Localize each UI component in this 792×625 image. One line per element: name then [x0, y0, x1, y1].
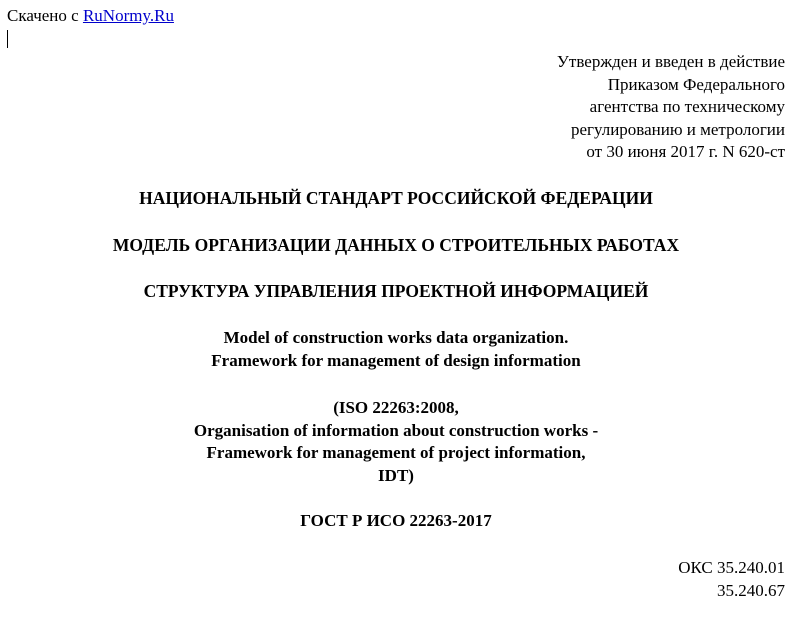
text-cursor [7, 30, 8, 48]
approval-line: Приказом Федерального [607, 74, 785, 94]
approval-line: регулированию и метрологии [570, 119, 785, 139]
source-link[interactable]: RuNormy.Ru [82, 6, 174, 25]
standard-type-heading: НАЦИОНАЛЬНЫЙ СТАНДАРТ РОССИЙСКОЙ ФЕДЕРАЦИИ [139, 188, 653, 208]
english-title [0, 327, 792, 372]
iso-reference-line: (ISO 22263:2008, [333, 398, 459, 417]
iso-reference-line: Organisation of information about construction works - [193, 420, 599, 440]
english-title-line: Framework for management of design information [211, 350, 581, 370]
approval-line: Утвержден и введен в действие [556, 52, 785, 71]
oks-line: 35.240.67 [717, 581, 785, 600]
iso-reference-line: IDT) [378, 465, 414, 485]
approval-line: агентства по техническому [589, 97, 785, 116]
approval-block [557, 51, 785, 164]
source-prefix: Скачено с [7, 6, 79, 25]
source-line [7, 6, 174, 26]
approval-line: от 30 июня 2017 г. N 620-ст [586, 142, 785, 161]
title-sub: СТРУКТУРА УПРАВЛЕНИЯ ПРОЕКТНОЙ ИНФОРМАЦИЕЙ [143, 281, 649, 301]
oks-classification [678, 556, 785, 602]
oks-line: ОКС 35.240.01 [678, 558, 785, 577]
english-title-line: Model of construction works data organization. [223, 328, 569, 347]
gost-number: ГОСТ Р ИСО 22263-2017 [300, 511, 492, 530]
title-main: МОДЕЛЬ ОРГАНИЗАЦИИ ДАННЫХ О СТРОИТЕЛЬНЫХ РАБОТАХ [112, 235, 680, 255]
iso-reference-line: Framework for management of project information, [206, 443, 586, 462]
iso-reference [0, 397, 792, 487]
